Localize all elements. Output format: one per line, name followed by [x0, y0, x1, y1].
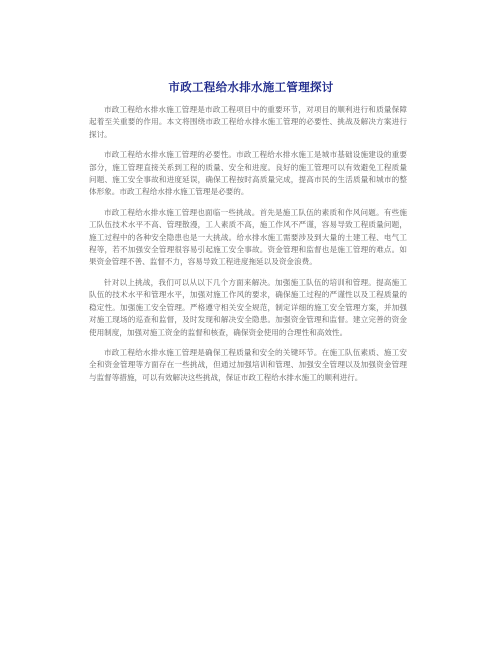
paragraph-4: 针对以上挑战，我们可以从以下几个方面来解决。加强施工队伍的培训和管理。提高施工队伍的技术水平和管理水平，加强对施工作风的要求，确保施工过程的严谨性以及工程质量的稳定性。加强施工安全管理。严格遵守相关安全规范，制定详细的施工安全管理方案，并加强对施工现场的巡查和监督，及时发现和解决安全隐患。加强资金管理和监督。建立完善的资金使用制度，加强对施工资金的监督和核查，确保资金使用的合理性和高效性。: [89, 277, 407, 337]
paragraph-5: 市政工程给水排水施工管理是确保工程质量和安全的关键环节。在施工队伍素质、施工安全和资金管理等方面存在一些挑战，但通过加强培训和管理、加强安全管理以及加强资金管理与监督等措施，可以有效解决这些挑战，保证市政工程给水排水施工的顺利进行。: [89, 347, 407, 382]
paragraph-3: 市政工程给水排水施工管理也面临一些挑战。首先是施工队伍的素质和作风问题。有些施工队伍技术水平不高、管理散漫，工人素质不高，施工作风不严谨，容易导致工程质量问题，施工过程中的各种安全隐患也是一大挑战。给水排水施工需要涉及到大量的土建工程、电气工程等，若不加强安全管理很容易引起施工安全事故。资金管理和监督也是施工管理的难点。如果资金管理不善、监督不力，容易导致工程进度拖延以及资金浪费。: [89, 207, 407, 267]
paragraph-1: 市政工程给水排水施工管理是市政工程项目中的重要环节，对项目的顺利进行和质量保障起着至关重要的作用。本文将围绕市政工程给水排水施工管理的必要性、挑战及解决方案进行探讨。: [89, 105, 407, 139]
document-body: [89, 104, 407, 392]
paragraph-2: 市政工程给水排水施工管理的必要性。市政工程给水排水施工是城市基础设施建设的重要部分，施工管理直接关系到工程的质量、安全和进度。良好的施工管理可以有效避免工程质量问题、施工安全事故和进度延误，确保工程按时高质量完成，提高市民的生活质量和城市的整体形象。市政工程给水排水施工管理是必要的。: [89, 150, 407, 197]
document-title: 市政工程给水排水施工管理探讨: [168, 80, 334, 94]
